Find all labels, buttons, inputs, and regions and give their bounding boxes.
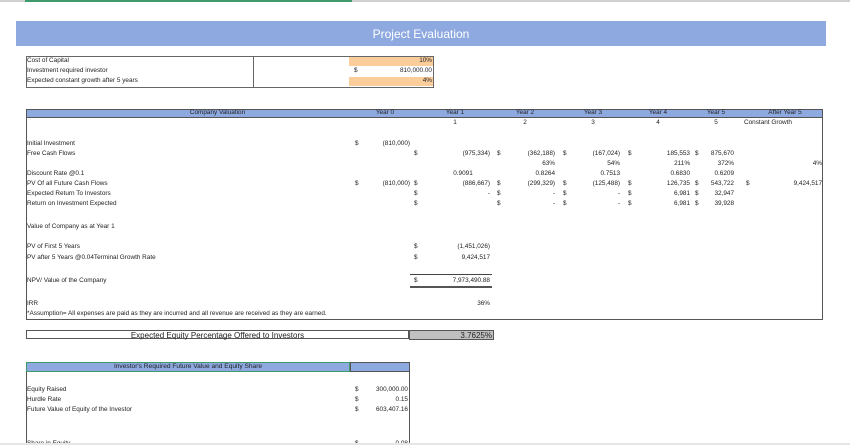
pv-year1[interactable]: (886,667) (462, 180, 490, 187)
currency-symbol: $ (563, 150, 567, 157)
expected-return-year4[interactable]: 6,981 (674, 190, 690, 197)
investor-value-future-value[interactable]: 603,407.16 (376, 406, 408, 413)
column-year-1: Year 1 (445, 109, 465, 116)
pv-after-year5[interactable]: 9,424,517 (793, 180, 822, 187)
row-label-initial-investment: Initial Investment (27, 140, 75, 147)
investor-header[interactable]: Investor's Required Future Value and Equity Share (26, 362, 350, 372)
column-year-2: Year 2 (515, 109, 535, 116)
input-value-cost-of-capital[interactable]: 10% (419, 57, 432, 64)
page-title: Project Evaluation (16, 21, 826, 46)
column-year-5: Year 5 (706, 109, 726, 116)
currency-symbol: $ (695, 190, 699, 197)
investor-header-value-cell (350, 362, 410, 372)
currency-symbol: $ (497, 200, 501, 207)
currency-symbol: $ (355, 406, 359, 413)
currency-symbol: $ (355, 180, 359, 187)
currency-symbol: $ (355, 396, 359, 403)
assumption-note: *Assumption= All expenses are paid as they are incurred and all revenue are received as they are earned. (27, 310, 327, 317)
fcf-year5[interactable]: 875,670 (710, 150, 734, 157)
row-label-pv-after5: PV after 5 Years @0.04Terminal Growth Rate (27, 254, 156, 261)
currency-symbol: $ (497, 190, 501, 197)
investor-value-hurdle-rate[interactable]: 0.15 (395, 396, 408, 403)
discount-year4[interactable]: 0.6830 (670, 170, 690, 177)
investor-table (26, 362, 410, 445)
period-2: 2 (523, 119, 527, 126)
period-4: 4 (656, 119, 660, 126)
input-value-growth[interactable]: 4% (422, 77, 432, 84)
investor-label-future-value: Future Value of Equity of the Investor (27, 406, 133, 413)
sum-line (410, 274, 492, 275)
row-label-value-company: Value of Company as at Year 1 (27, 223, 115, 230)
period-1: 1 (453, 119, 457, 126)
currency-symbol: $ (563, 200, 567, 207)
discount-year3[interactable]: 0.7513 (600, 170, 620, 177)
period-3: 3 (591, 119, 595, 126)
valuation-table (26, 109, 823, 320)
pv-year5[interactable]: 543,722 (710, 180, 734, 187)
growth-year2[interactable]: 63% (542, 160, 555, 167)
fcf-year1[interactable]: (975,334) (462, 150, 490, 157)
currency-symbol: $ (563, 180, 567, 187)
currency-symbol: $ (414, 254, 418, 261)
roi-year3[interactable]: - (617, 200, 620, 207)
row-label-roi-expected: Return on Investment Expected (27, 200, 117, 207)
fcf-year3[interactable]: (167,024) (592, 150, 620, 157)
pv-after5-value[interactable]: 9,424,517 (461, 254, 490, 261)
expected-return-year3[interactable]: - (617, 190, 620, 197)
inputs-border (26, 56, 434, 88)
currency-symbol: $ (563, 190, 567, 197)
currency-symbol: $ (695, 200, 699, 207)
currency-symbol: $ (628, 180, 632, 187)
roi-year4[interactable]: 6,981 (674, 200, 690, 207)
currency-symbol: $ (746, 180, 750, 187)
expected-return-year1[interactable]: - (487, 190, 490, 197)
currency-symbol: $ (497, 150, 501, 157)
currency-symbol: $ (414, 277, 418, 284)
row-label-expected-return: Expected Return To Investors (27, 190, 111, 197)
column-year-3: Year 3 (583, 109, 603, 116)
currency-symbol: $ (628, 190, 632, 197)
currency-symbol: $ (414, 200, 418, 207)
growth-year3[interactable]: 54% (607, 160, 620, 167)
column-year-4: Year 4 (648, 109, 668, 116)
irr-value[interactable]: 36% (477, 300, 490, 307)
row-label-pv-future-cash-flows: PV Of all Future Cash Flows (27, 180, 108, 187)
roi-year2[interactable]: - (552, 200, 555, 207)
currency-symbol: $ (414, 190, 418, 197)
pv-year4[interactable]: 126,735 (666, 180, 690, 187)
currency-symbol: $ (695, 180, 699, 187)
investor-value-equity-raised[interactable]: 300,000.00 (376, 386, 408, 393)
row-label-npv: NPV/ Value of the Company (27, 277, 107, 284)
fcf-year4[interactable]: 185,553 (666, 150, 690, 157)
equity-offered-label: Expected Equity Percentage Offered to Investors (130, 331, 305, 340)
currency-symbol: $ (354, 67, 358, 74)
currency-symbol: $ (355, 386, 359, 393)
currency-symbol: $ (355, 140, 359, 147)
growth-after-year5[interactable]: 4% (812, 160, 822, 167)
double-underline (410, 286, 492, 288)
expected-return-year5[interactable]: 32,947 (714, 190, 734, 197)
expected-return-year2[interactable]: - (552, 190, 555, 197)
input-label-growth: Expected constant growth after 5 years (27, 77, 138, 84)
row-label-discount-rate: Discount Rate @0.1 (27, 170, 85, 177)
pv-year3[interactable]: (125,488) (592, 180, 620, 187)
npv-value[interactable]: 7,973,490.88 (452, 277, 490, 284)
currency-symbol: $ (497, 180, 501, 187)
column-year-0: Year 0 (375, 109, 395, 116)
investor-label-equity-raised: Equity Raised (27, 386, 67, 393)
currency-symbol: $ (414, 150, 418, 157)
row-label-irr: IRR (27, 300, 39, 307)
input-label-cost-of-capital: Cost of Capital (27, 57, 69, 64)
fcf-year2[interactable]: (362,188) (527, 150, 555, 157)
valuation-header-label: Company Valuation (189, 109, 246, 116)
period-5: 5 (714, 119, 718, 126)
active-tab-indicator (25, 0, 352, 2)
currency-symbol: $ (414, 243, 418, 250)
discount-year1[interactable]: 0.9091 (453, 170, 473, 177)
column-after-year-5: After Year 5 (768, 109, 802, 116)
growth-year5[interactable]: 372% (717, 160, 734, 167)
currency-symbol: $ (628, 150, 632, 157)
investor-label-hurdle-rate: Hurdle Rate (27, 396, 62, 403)
pv-year0[interactable]: (810,000) (382, 180, 410, 187)
row-label-pv-first5: PV of First 5 Years (27, 243, 80, 250)
input-value-investment[interactable]: 810,000.00 (400, 67, 432, 74)
period-constant-growth: Constant Growth (744, 119, 792, 126)
growth-year4[interactable]: 211% (674, 160, 690, 167)
equity-offered-value[interactable]: 3.7625% (409, 330, 494, 340)
currency-symbol: $ (414, 180, 418, 187)
roi-year5[interactable]: 39,928 (714, 200, 734, 207)
initial-investment-year0[interactable]: (810,000) (382, 140, 410, 147)
pv-first5-value[interactable]: (1,451,026) (457, 243, 490, 250)
discount-year2[interactable]: 0.8264 (535, 170, 555, 177)
input-label-investment: Investment required investor (27, 67, 108, 74)
discount-year5[interactable]: 0.6209 (714, 170, 734, 177)
row-label-free-cash-flows: Free Cash Flows (27, 150, 76, 157)
currency-symbol: $ (695, 150, 699, 157)
pv-year2[interactable]: (299,329) (527, 180, 555, 187)
currency-symbol: $ (628, 200, 632, 207)
